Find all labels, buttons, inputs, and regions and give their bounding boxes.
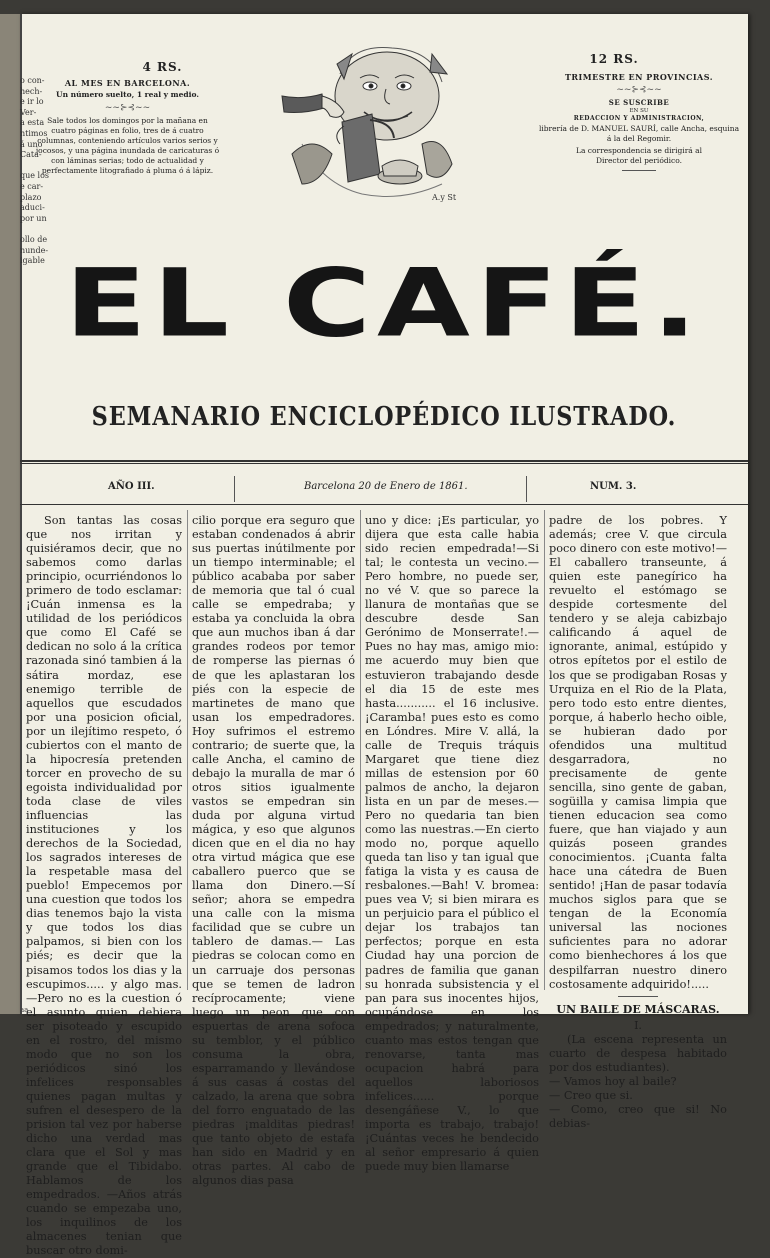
margin-fragment: ollo de [20, 234, 48, 244]
dialogue-line-1: — Vamos hoy al baile? [549, 1074, 677, 1088]
margin-fragment: plazo [20, 192, 42, 202]
issue-date: Barcelona 20 de Enero de 1861. [304, 481, 468, 492]
dialogue-line-2: — Creo que si. [549, 1088, 633, 1102]
margin-fragment: e ir lo [20, 97, 44, 107]
bottom-rule [20, 504, 748, 505]
right-ornament: ~~⊱⊰~~ [616, 85, 662, 95]
left-price: 4 RS. [142, 60, 183, 74]
column-4-text: padre de los pobres. Y además; cree V. que circula poco dinero con este motivo!— El caballero transeunte, á quien este panegírico ha revuelto el estómago se despide cortesmente del tendero y se aleja cabizbajo calificando á aquel de ignorante, animal, estúpido y otros epítetos por el estilo de los que se prodigaban Rosas y Urquiza en el Rio de la Plata, pero todo esto entre dientes, porque, á haberlo hecho oible, se hubieran dado por ofendidos una multitud desgarradora, no precisamente de gente sencilla, sino gente de gaban, sogüilla y camisa limpia que tienen educacion sea como fuere, que han viajado y aun quizás poseen grandes conocimientos. ¡Cuanta falta hace una cátedra de Buen sentido! ¡Han de pasar todavía muchos siglos para que se tengan de la Economía universal las nociones suficientes para no adorar como bienhechores á los que despilfarran nuestro dinero costosamente adquirido!..... [549, 514, 727, 991]
column-divider-1 [187, 510, 188, 990]
left-sub: Un número suelto, 1 real y medio. [56, 90, 199, 99]
margin-fragment: igable [20, 256, 45, 266]
top-rule-thin [20, 463, 748, 464]
vignette-signature: A.y St [432, 193, 457, 202]
book-binding [0, 14, 20, 1014]
column-1-text: Son tantas las cosas que nos irritan y quisiéramos decir, que no sabemos como darlas principio, ocurriéndonos lo primero de todo esclamar: ¡Cuán inmensa es la utilidad de los periódicos que como El Café se dedican no solo á la crítica razonada sinó tambien á la sátira mordaz, ese enemigo terrible de aquellos que escudados por una posicion oficial, por un ilejítimo respeto, ó cubiertos con el manto de la hipocresía pretenden torcer en provecho de su egoista individualidad por toda clase de viles influencias las instituciones y los derechos de la Sociedad, los sagrados intereses de la respetable masa del pueblo! Empecemos por una cuestion que todos los dias tenemos bajo la vista y que todos los dias palpamos, si bien con los piés; es decir que la pisamos todos los dias y la escupimos..... y algo mas.—Pero no es la cuestion ó el asunto quien debiera ser pisoteado y escupido en el rostro, del mismo modo que no son los periódicos sinó los infelices responsables quienes pagan multas y sufren el desespero de la prision tal vez por haberse dicho una verdad mas clara que el Sol y mas grande que el Tibidabo. Hablamos de los empedrados. —Años atrás cuando se empezaba uno, los inquilinos de los almacenes tenian que buscar otro domi- [26, 514, 182, 1258]
margin-fragment: aduci- [20, 203, 45, 213]
newspaper-subtitle: SEMANARIO ENCICLOPÉDICO ILUSTRADO. [91, 402, 677, 432]
margin-fragment: nunde- [20, 245, 49, 255]
column-divider-2 [360, 510, 361, 990]
info-divider-1 [234, 476, 235, 502]
article-column-3 [365, 514, 539, 1174]
section-title: UN BAILE DE MÁSCARAS. [556, 1002, 720, 1016]
margin-fragment: que los [20, 171, 50, 181]
left-subscription-box [20, 60, 235, 176]
right-subscribe: SE SUSCRIBE [608, 98, 670, 107]
margin-fragment: ntimos [20, 128, 48, 138]
left-ornament: ~~⊱⊰~~ [104, 103, 151, 113]
article-column-1 [26, 514, 182, 1258]
margin-fragment: Ver- [20, 107, 37, 117]
right-heading: TRIMESTRE EN PROVINCIAS. [564, 72, 714, 82]
section-divider [618, 996, 658, 997]
newspaper-title: EL CAFÉ. [64, 249, 704, 359]
right-address: librería de D. MANUEL SAURÍ, calle Ancha, esquina á la del Regomir. [538, 124, 740, 143]
coffee-pot-caricature [282, 34, 457, 206]
stage-direction: (La escena representa un cuarto de despesa habitado por dos estudiantes). [549, 1032, 727, 1074]
info-divider-2 [526, 476, 527, 502]
margin-fragment: Cata- [20, 150, 42, 160]
column-2-text: cilio porque era seguro que estaban condenados á abrir sus puertas inútilmente por un tiempo interminable; el público acababa por saber de memoria que tal ó cual calle se empedraba; y estaba ya concluida la obra que aun muchos iban á dar grandes rodeos por temor de romperse las piernas ó de que les aplastaran los piés con la especie de martinetes de mano que usan los empedradores. Hoy sufrimos el estremo contrario; de suerte que, la calle Ancha, el camino de debajo la muralla de mar ó otros sitios igualmente vastos se empedran sin duda por alguna virtud mágica, y eso que algunos dicen que en el dia no hay otra virtud mágica que ese caballero puerco que se llama don Dinero.—Sí señor; ahora se empedra una calle con la misma facilidad que se cubre un tablero de damas.— Las piedras se colocan como en un carruaje dos personas que se temen de ladron recíprocamente; viene luego un peon que con espuertas de arena sofoca su temblor, y el público consuma la obra, esparramando y llevándose á sus casas á costas del calzado, la arena que sobra del forro enguatado de las piedras ¡malditas piedras! que tanto objeto de estafa han sido en Madrid y en otras partes. Al cabo de algunos dias pasa [192, 514, 355, 1188]
column-3-text: uno y dice: ¡Es particular, yo dijera que esta calle habia sido recien empedrada!—Si tal; le contesta un vecino.—Pero hombre, no puede ser, no vé V. que so parece la llanura de montañas que se descubre desde San Gerónimo de Monserrate!.— Pues no hay mas, amigo mio: me acuerdo muy bien que estuvieron trabajando desde el dia 15 de este mes hasta........... el 16 inclusive. ¡Caramba! pues esto es como en Lóndres. Mire V. allá, la calle de Trequis tráquis Margaret que tiene diez millas de estension por 60 palmos de ancho, la dejaron lista en un par de meses.—Pero no quedaria tan bien como las nuestras.—En cierto modo no, porque aquello queda tan liso y tan igual que fatiga la vista y es causa de resbalones.—Bah! V. bromea: pues vea V; si bien mirara es un perjuicio para el público el dejar los trabajos tan perfectos; porque en esta Ciudad hay una porcion de padres de familia que ganan su honrada subsistencia y el pan para sus inocentes hijos, ocupándose en los empedrados; y naturalmente, cuanto mas estos tengan que renovarse, tanta mas ocupacion habrá para aquellos laboriosos infelices...... porque desengáñese V., lo que importa es trabajo, trabajo! ¡Cuántas veces he bendecido al señor empresario á quien puede muy bien llamarse [365, 514, 539, 1174]
footer-mark: aa [20, 1006, 29, 1014]
margin-fragment [20, 224, 42, 235]
year-label: AÑO III. [108, 481, 155, 492]
article-column-2 [192, 514, 355, 1188]
dialogue-line-3: — Como, creo que si! No debias- [549, 1102, 727, 1130]
margin-fragment: o con- [20, 76, 45, 85]
right-en-su: EN SU [629, 108, 649, 114]
top-rule [20, 460, 748, 462]
caricature-illustration [282, 34, 457, 206]
right-office: REDACCION Y ADMINISTRACION, [573, 115, 705, 122]
left-heading: AL MES EN BARCELONA. [64, 78, 191, 88]
column-divider-3 [544, 510, 545, 990]
margin-fragment: por un [20, 213, 47, 223]
left-body: Sale todos los domingos por la mañana en cuatro páginas en folio, tres de á cuatro columnas, conteniendo artículos varios serios y jocosos, y una página inundada de caricaturas ó con láminas serias; todo de actualidad y perfectamente litografiado á pluma ó á lápiz. [35, 116, 220, 175]
right-subscription-box [530, 52, 748, 171]
section-number: I. [634, 1018, 642, 1032]
margin-fragment: a esta [20, 118, 45, 128]
margin-fragment: á uno [20, 139, 43, 149]
article-column-4 [549, 514, 727, 1131]
right-note: La correspondencia se dirigirá al Director del periódico. [575, 146, 703, 165]
right-box-divider [622, 170, 656, 171]
issue-number: NUM. 3. [590, 481, 637, 492]
newspaper-page [20, 14, 748, 1258]
margin-fragment: e car- [20, 181, 44, 191]
margin-fragment: hech- [20, 86, 43, 96]
right-price: 12 RS. [589, 52, 639, 66]
